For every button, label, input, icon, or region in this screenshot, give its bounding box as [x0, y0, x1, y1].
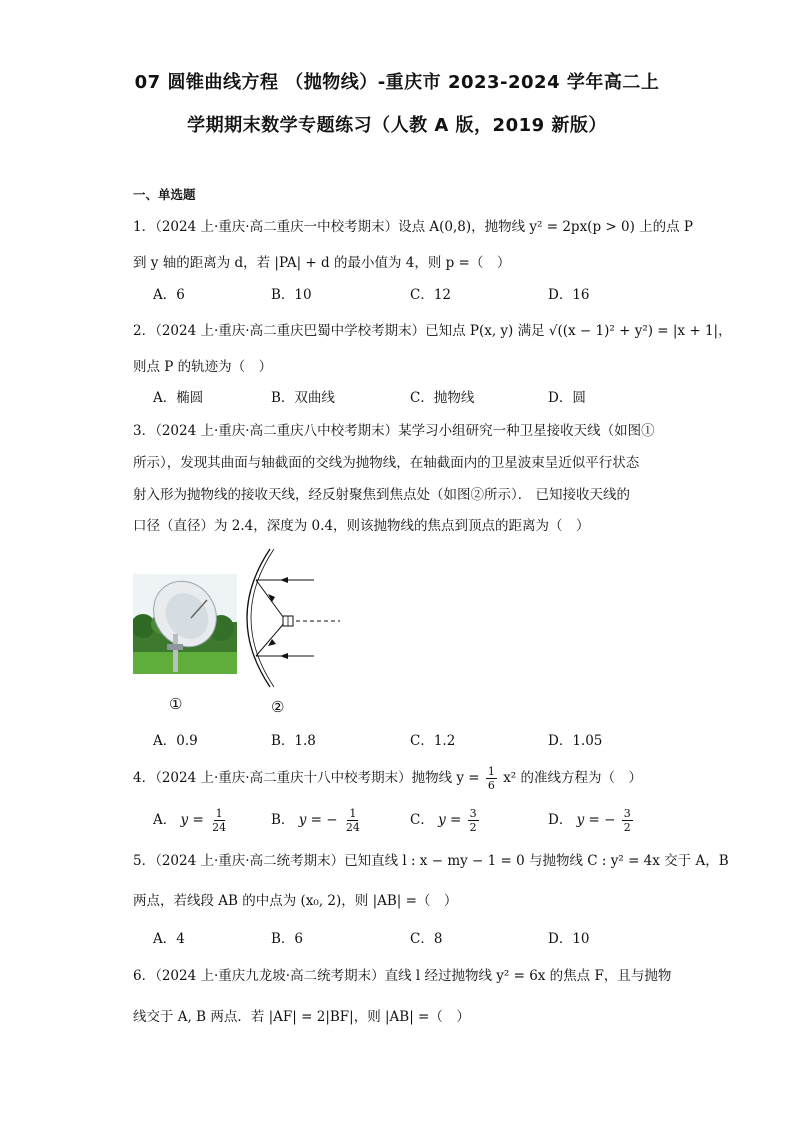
q3-option-a[interactable]: A．0.9 — [153, 733, 198, 749]
q3-stem-line-2: 所示），发现其曲面与轴截面的交线为抛物线，在轴截面内的卫星波束呈近似平行状态 — [133, 455, 640, 471]
q1-option-b[interactable]: B．10 — [271, 287, 312, 303]
q1-stem-line-2: 到 y 轴的距离为 d，若 |PA| + d 的最小值为 4，则 p =（ ） — [133, 255, 511, 271]
document-title-line-2: 学期期末数学专题练习（人教 A 版，2019 新版） — [187, 115, 607, 136]
q4-option-c[interactable] — [410, 807, 481, 834]
q5-stem-line-2: 两点，若线段 AB 的中点为 (x₀, 2)，则 |AB| =（ ） — [133, 893, 458, 909]
q4-stem-prefix: 4．（2024 上·重庆·高二重庆十八中校考期末）抛物线 y = — [133, 770, 480, 786]
q3-option-d[interactable]: D．1.05 — [548, 733, 603, 749]
q4-stem-fraction-den: 6 — [487, 779, 495, 792]
document-title-line-1: 07 圆锥曲线方程 （抛物线）-重庆市 2023-2024 学年高二上 — [134, 72, 660, 93]
q4-option-b-fraction — [344, 807, 362, 834]
q4-option-d-label: D． — [548, 812, 573, 828]
q4-stem-fraction — [486, 765, 497, 792]
q4-option-c-label: C． — [410, 812, 434, 828]
q4-stem-suffix: x² 的准线方程为（ ） — [503, 770, 643, 786]
q2-option-d[interactable]: D．圆 — [548, 390, 586, 406]
q4-option-d-lhs: y = — [576, 812, 600, 828]
q4-stem — [133, 765, 642, 792]
q4-option-a[interactable] — [153, 807, 230, 834]
q4-option-a-label: A． — [153, 812, 177, 828]
q4-option-b-label: B． — [271, 812, 295, 828]
q3-stem-line-4: 口径（直径）为 2.4，深度为 0.4，则该抛物线的焦点到顶点的距离为（ ） — [133, 518, 590, 534]
q4-option-a-lhs: y = — [180, 812, 204, 828]
q4-option-c-fraction — [468, 807, 479, 834]
q4-option-a-num: 1 — [215, 807, 223, 820]
satellite-dish-photo — [133, 574, 237, 674]
q4-option-a-den: 24 — [212, 821, 227, 834]
q5-option-c[interactable]: C．8 — [410, 931, 443, 947]
q1-option-a[interactable]: A．6 — [153, 287, 185, 303]
q3-option-b[interactable]: B．1.8 — [271, 733, 316, 749]
q4-option-b-num: 1 — [349, 807, 357, 820]
q4-option-d-sign: − — [604, 812, 616, 828]
q5-option-a[interactable]: A．4 — [153, 931, 185, 947]
q2-option-c[interactable]: C．抛物线 — [410, 390, 475, 406]
q4-option-c-num: 3 — [469, 807, 477, 820]
q3-stem-line-1: 3．（2024 上·重庆·高二重庆八中校考期末）某学习小组研究一种卫星接收天线（如图① — [133, 423, 655, 439]
q4-option-c-lhs: y = — [438, 812, 462, 828]
q3-stem-line-3: 射入形为抛物线的接收天线，经反射聚焦到焦点处（如图②所示）． 已知接收天线的 — [133, 487, 631, 503]
q2-option-a[interactable]: A．椭圆 — [153, 390, 204, 406]
q4-option-b-den: 24 — [345, 821, 360, 834]
q4-option-b-sign: − — [326, 812, 338, 828]
q2-stem-line-2: 则点 P 的轨迹为（ ） — [133, 359, 273, 375]
q4-option-d-den: 2 — [623, 821, 631, 834]
figure-1-label: ① — [169, 695, 183, 713]
q5-stem-line-1: 5．（2024 上·重庆·高二统考期末）已知直线 l : x − my − 1 = 0 与抛物线 C : y² = 4x 交于 A，B — [133, 853, 729, 869]
q4-option-d[interactable] — [548, 807, 635, 834]
section-heading: 一、单选题 — [133, 187, 196, 202]
q4-option-d-fraction — [622, 807, 633, 834]
q4-option-b[interactable] — [271, 807, 364, 834]
q6-stem-line-1: 6．（2024 上·重庆九龙坡·高二统考期末）直线 l 经过抛物线 y² = 6x 的焦点 F，且与抛物 — [133, 968, 672, 984]
q1-option-d[interactable]: D．16 — [548, 287, 590, 303]
q1-option-c[interactable]: C．12 — [410, 287, 452, 303]
q5-option-d[interactable]: D．10 — [548, 931, 590, 947]
q4-option-b-lhs: y = — [298, 812, 322, 828]
figure-2-label: ② — [271, 698, 285, 716]
q4-option-d-num: 3 — [623, 807, 631, 820]
q2-option-b[interactable]: B．双曲线 — [271, 390, 335, 406]
q3-option-c[interactable]: C．1.2 — [410, 733, 456, 749]
q4-option-c-den: 2 — [469, 821, 477, 834]
q5-option-b[interactable]: B．6 — [271, 931, 304, 947]
q4-stem-fraction-num: 1 — [487, 765, 495, 778]
q2-stem-line-1: 2．（2024 上·重庆·高二重庆巴蜀中学校考期末）已知点 P(x, y) 满足 √((x − 1)² + y²) = |x + 1|， — [133, 323, 732, 339]
q6-stem-line-2: 线交于 A, B 两点．若 |AF| = 2|BF|，则 |AB| =（ ） — [133, 1009, 470, 1025]
q4-option-a-fraction — [210, 807, 228, 834]
q1-stem-line-1: 1．（2024 上·重庆·高二重庆一中校考期末）设点 A(0,8)，抛物线 y² = 2px(p > 0) 上的点 P — [133, 219, 694, 235]
parabola-reflection-diagram — [236, 543, 344, 693]
